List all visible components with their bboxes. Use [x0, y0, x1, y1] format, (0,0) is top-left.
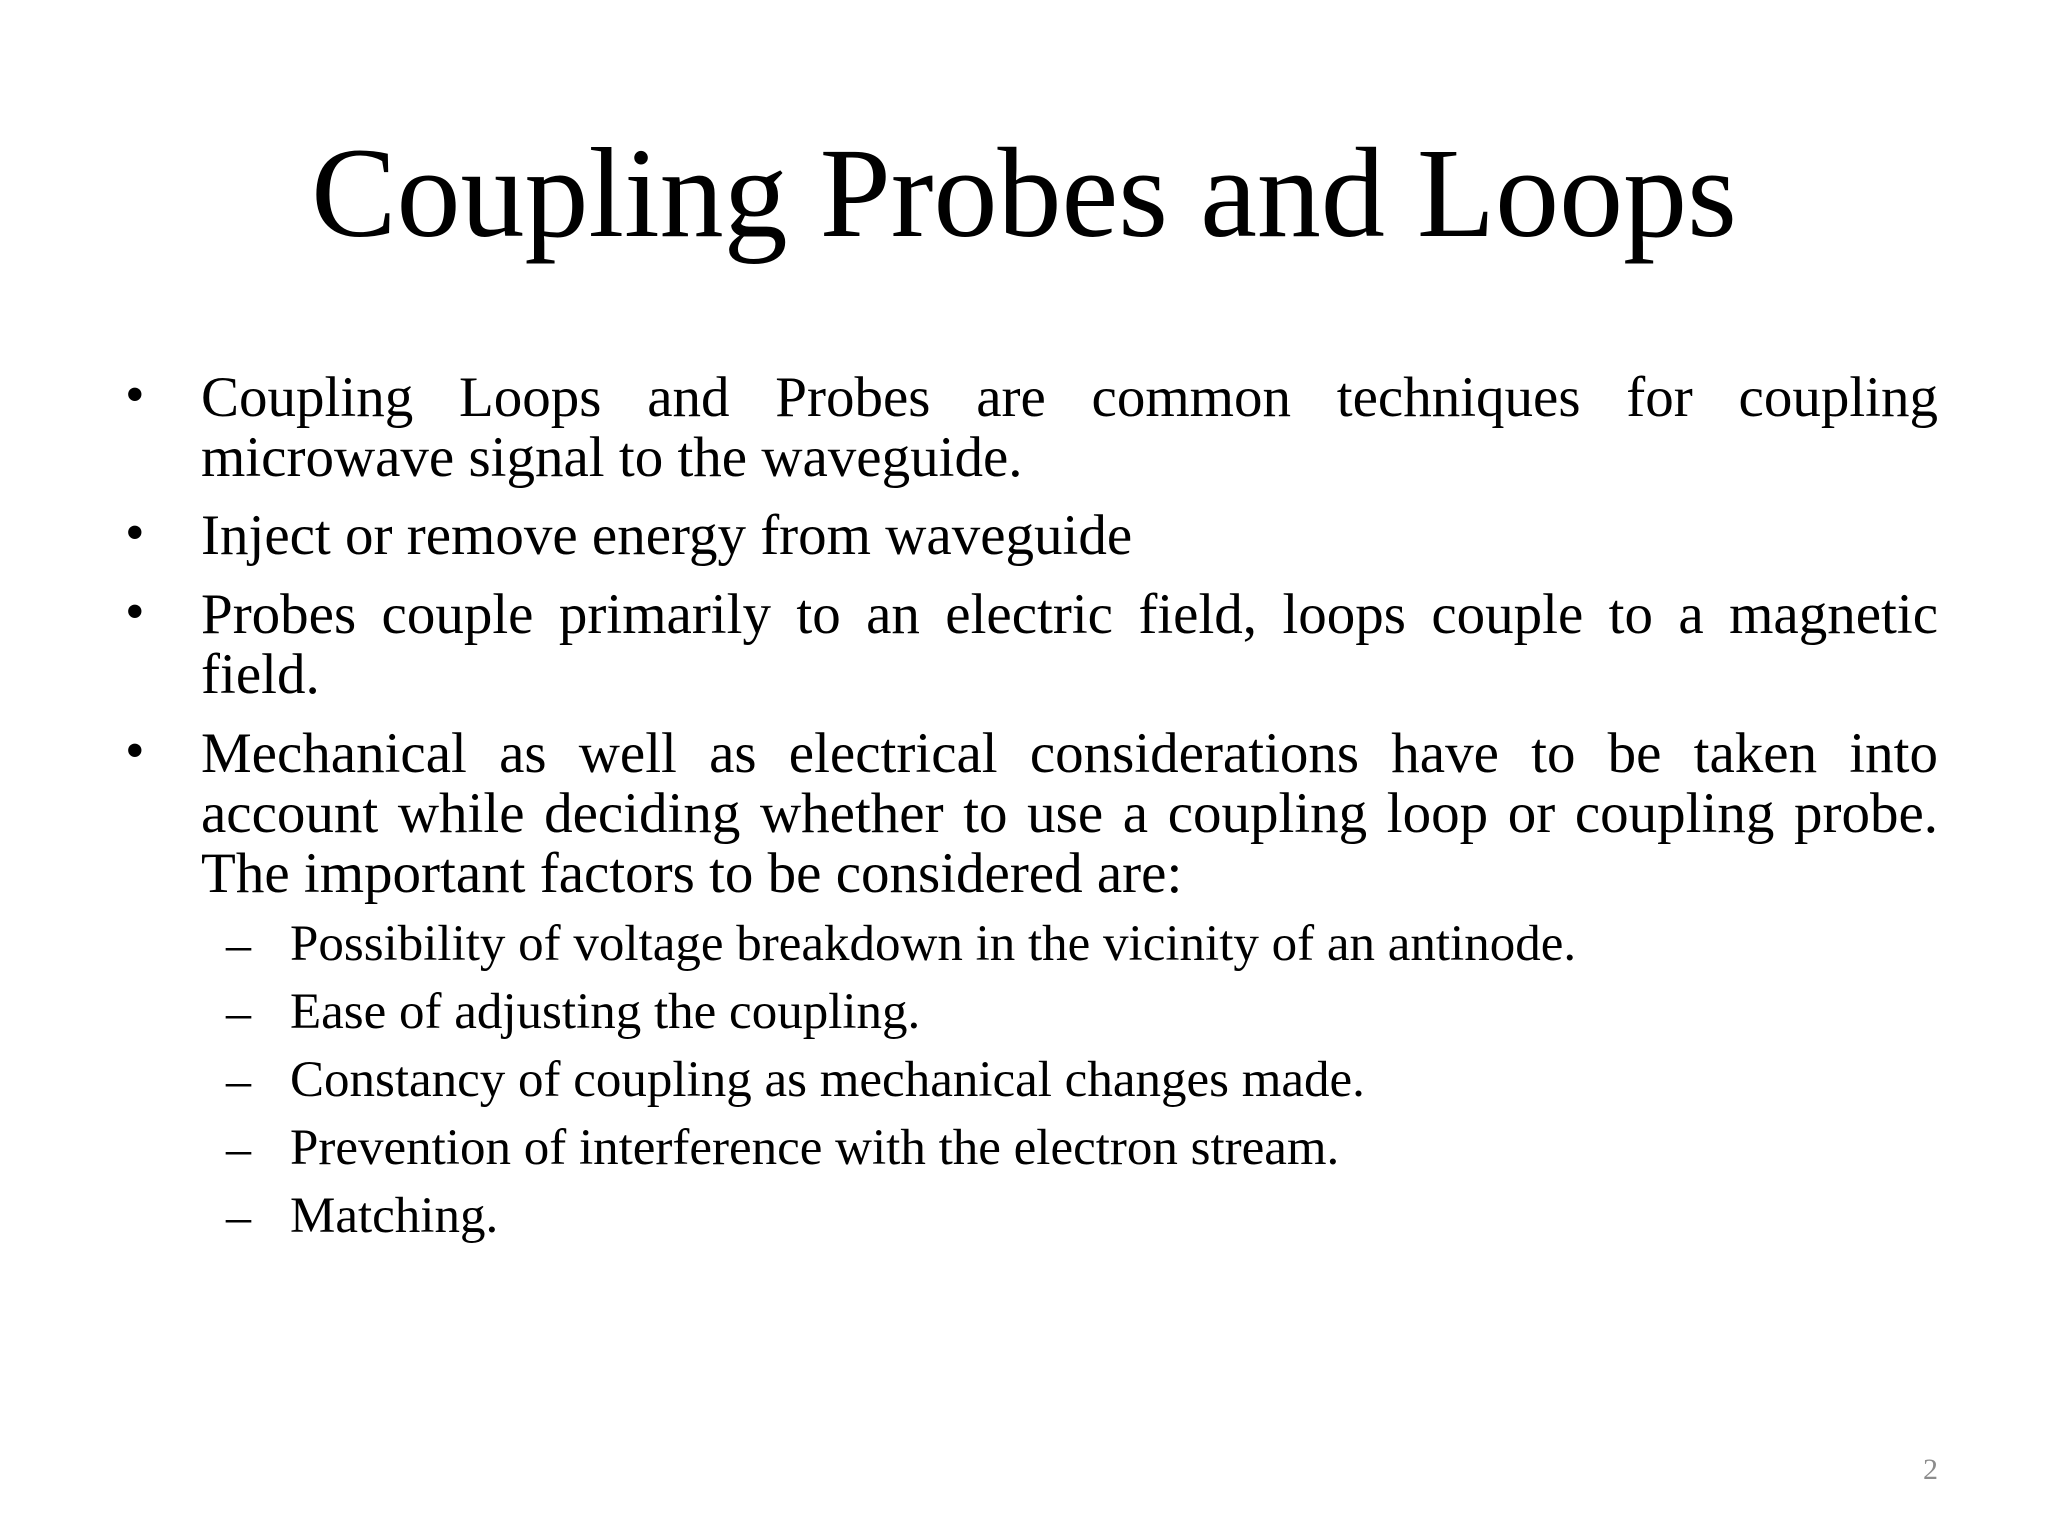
bullet-text: Coupling Loops and Probes are common techniques for coupling microwave signal to the waveguide.	[201, 366, 1938, 489]
bullet-text: Inject or remove energy from waveguide	[201, 504, 1133, 567]
dash-marker: –	[226, 916, 251, 972]
dash-marker: –	[226, 1120, 251, 1176]
sub-bullet-text: Ease of adjusting the coupling.	[290, 984, 921, 1040]
bullet-text: Mechanical as well as electrical considerations have to be taken into account while deciding whether to use a coupling loop or coupling probe. The important factors to be considered are:	[201, 722, 1938, 905]
sub-bullet-text: Prevention of interference with the electron stream.	[290, 1120, 1340, 1176]
bullet-marker: •	[125, 364, 145, 426]
dash-marker: –	[226, 1188, 251, 1244]
dash-marker: –	[226, 1052, 251, 1108]
dash-marker: –	[226, 984, 251, 1040]
bullet-marker: •	[125, 581, 145, 643]
sub-bullet-text: Constancy of coupling as mechanical changes made.	[290, 1052, 1365, 1108]
slide-title: Coupling Probes and Loops	[311, 122, 1737, 264]
bullet-marker: •	[125, 502, 145, 564]
sub-bullet-text: Possibility of voltage breakdown in the vicinity of an antinode.	[290, 916, 1577, 972]
bullet-text: Probes couple primarily to an electric field, loops couple to a magnetic field.	[201, 583, 1938, 706]
bullet-marker: •	[125, 720, 145, 782]
sub-bullet-text: Matching.	[290, 1188, 499, 1244]
page-number: 2	[1923, 1453, 1938, 1486]
